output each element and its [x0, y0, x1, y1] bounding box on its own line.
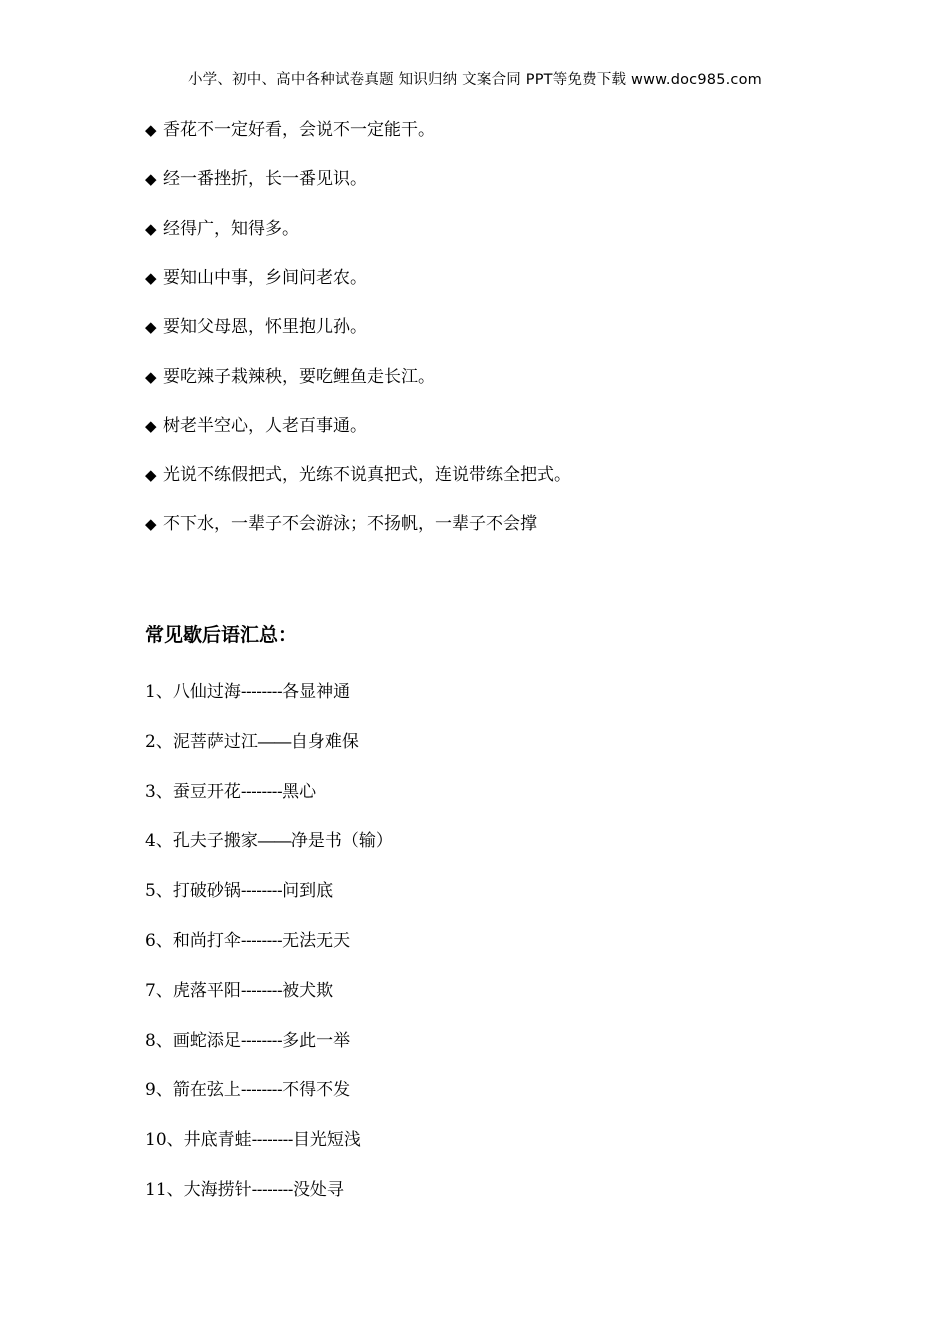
item-first-part: 蚕豆开花 — [172, 782, 241, 802]
item-second-part: 各显神通 — [282, 682, 351, 702]
xiehouyu-item — [145, 1030, 350, 1052]
xiehouyu-item — [145, 1129, 361, 1151]
diamond-bullet-icon: ◆ — [145, 170, 157, 188]
proverb-text: 经一番挫折，长一番见识。 — [163, 169, 367, 189]
item-second-part: 不得不发 — [282, 1080, 351, 1100]
diamond-bullet-icon: ◆ — [145, 417, 157, 435]
xiehouyu-item — [145, 731, 359, 753]
proverb-line — [145, 119, 435, 141]
item-number: 10、 — [145, 1130, 184, 1150]
proverb-line — [145, 415, 367, 437]
item-number: 1、 — [145, 682, 173, 702]
item-second-part: 没处寻 — [292, 1180, 344, 1200]
item-separator: -------- — [240, 981, 283, 1000]
item-separator: -------- — [240, 682, 283, 701]
item-second-part: 黑心 — [282, 782, 317, 802]
item-separator: -------- — [251, 1180, 293, 1199]
page-header: 小学、初中、高中各种试卷真题 知识归纳 文案合同 PPT等免费下载 www.doc985.com — [187, 72, 763, 88]
item-first-part: 井底青蛙 — [183, 1130, 252, 1150]
item-second-part: 目光短浅 — [292, 1130, 361, 1150]
item-separator: —— — [257, 732, 291, 751]
item-number: 6、 — [145, 931, 173, 951]
item-number: 11、 — [145, 1180, 184, 1200]
proverb-line — [145, 168, 367, 190]
section-title: 常见歇后语汇总： — [145, 624, 298, 646]
item-second-part: 净是书（输） — [290, 831, 393, 851]
xiehouyu-item — [145, 880, 333, 902]
proverb-text: 树老半空心，人老百事通。 — [163, 416, 367, 436]
proverb-text: 要知山中事，乡间问老农。 — [163, 268, 367, 288]
item-first-part: 打破砂锅 — [172, 881, 241, 901]
item-number: 5、 — [145, 881, 173, 901]
item-second-part: 自身难保 — [290, 732, 359, 752]
item-number: 9、 — [145, 1080, 173, 1100]
item-separator: -------- — [240, 782, 283, 801]
item-separator: -------- — [240, 1080, 283, 1099]
item-first-part: 大海捞针 — [183, 1180, 252, 1200]
item-separator: -------- — [240, 931, 283, 950]
diamond-bullet-icon: ◆ — [145, 515, 157, 533]
item-first-part: 画蛇添足 — [172, 1031, 241, 1051]
proverb-line — [145, 366, 435, 388]
proverb-line — [145, 218, 299, 240]
item-separator: -------- — [240, 881, 283, 900]
diamond-bullet-icon: ◆ — [145, 368, 157, 386]
item-first-part: 箭在弦上 — [172, 1080, 241, 1100]
item-first-part: 和尚打伞 — [172, 931, 241, 951]
diamond-bullet-icon: ◆ — [145, 318, 157, 336]
item-first-part: 八仙过海 — [172, 682, 241, 702]
proverb-line — [145, 316, 367, 338]
proverb-text: 要吃辣子栽辣秧，要吃鲤鱼走长江。 — [163, 367, 435, 387]
item-number: 2、 — [145, 732, 173, 752]
xiehouyu-item — [145, 830, 393, 852]
diamond-bullet-icon: ◆ — [145, 121, 157, 139]
xiehouyu-item — [145, 781, 316, 803]
item-separator: -------- — [240, 1031, 283, 1050]
item-separator: —— — [257, 831, 291, 850]
item-second-part: 问到底 — [282, 881, 334, 901]
diamond-bullet-icon: ◆ — [145, 269, 157, 287]
proverb-text: 光说不练假把式，光练不说真把式，连说带练全把式。 — [163, 465, 571, 485]
item-number: 4、 — [145, 831, 173, 851]
xiehouyu-item — [145, 980, 333, 1002]
proverb-text: 不下水，一辈子不会游泳；不扬帆，一辈子不会撑 — [163, 514, 537, 534]
item-number: 8、 — [145, 1031, 173, 1051]
xiehouyu-item — [145, 930, 350, 952]
diamond-bullet-icon: ◆ — [145, 466, 157, 484]
proverb-line — [145, 513, 537, 535]
item-separator: -------- — [251, 1130, 293, 1149]
item-first-part: 泥菩萨过江 — [172, 732, 258, 752]
item-number: 3、 — [145, 782, 173, 802]
item-first-part: 孔夫子搬家 — [172, 831, 258, 851]
proverb-text: 经得广，知得多。 — [163, 219, 299, 239]
proverb-line — [145, 267, 367, 289]
item-second-part: 多此一举 — [282, 1031, 351, 1051]
xiehouyu-item — [145, 1079, 350, 1101]
diamond-bullet-icon: ◆ — [145, 220, 157, 238]
item-second-part: 被犬欺 — [282, 981, 334, 1001]
item-first-part: 虎落平阳 — [172, 981, 241, 1001]
proverb-line — [145, 464, 571, 486]
item-second-part: 无法无天 — [282, 931, 351, 951]
xiehouyu-item — [145, 681, 350, 703]
proverb-text: 香花不一定好看，会说不一定能干。 — [163, 120, 435, 140]
xiehouyu-item — [145, 1179, 344, 1201]
item-number: 7、 — [145, 981, 173, 1001]
proverb-text: 要知父母恩，怀里抱儿孙。 — [163, 317, 367, 337]
